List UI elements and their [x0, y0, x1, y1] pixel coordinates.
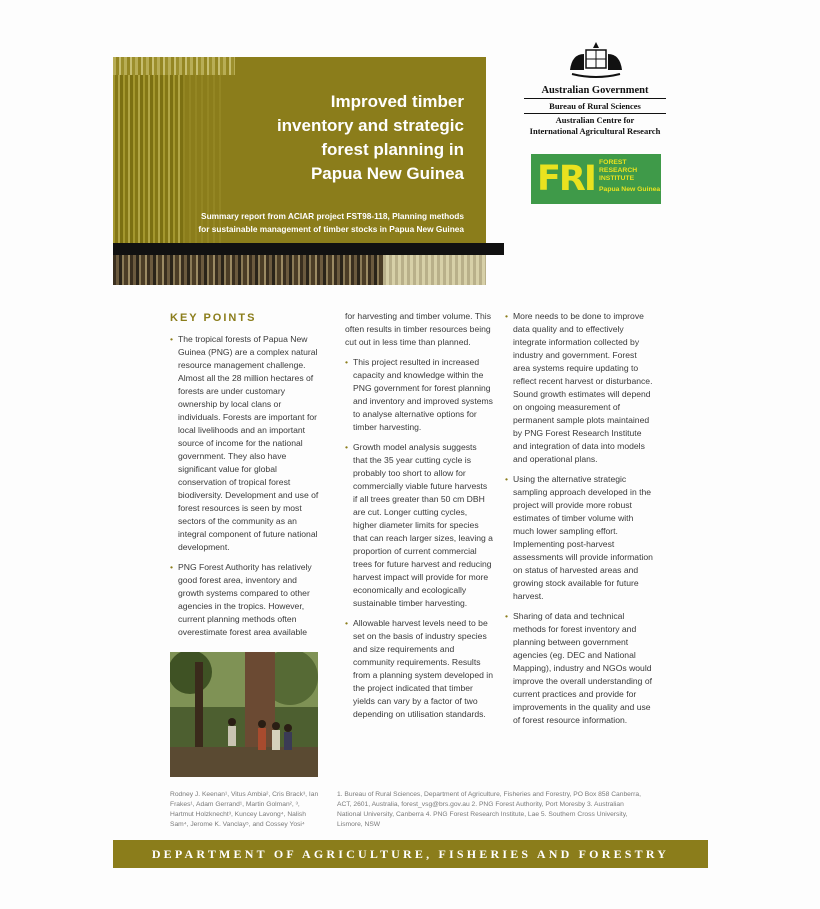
- report-title: [204, 90, 464, 186]
- key-point: • Sharing of data and technical methods for forest inventory and planning between government agencies (eg. DEC and National Mapping), industry and NGOs would improve the overall understanding of current practices and provide for improvements in the quality and use of forest resource information.: [505, 610, 655, 727]
- government-logo: [520, 84, 670, 137]
- report-subtitle: [144, 210, 464, 236]
- authors-list: Rodney J. Keenan¹, Vitus Ambia², Cris Brack³, Ian Frakes¹, Adam Gerrand¹, Martin Golman², ³, Hartmut Holzknecht³, Kuncey Lavong⁴, Nalish Sam⁴, Jerome K. Vanclay⁵, and Cossey Yosi⁴: [170, 791, 319, 828]
- column-3: [505, 310, 655, 734]
- fri-logo: [531, 154, 661, 204]
- key-point: • This project resulted in increased capacity and knowledge within the PNG government for forest planning and inventory and improved systems to analyse alternative options for timber harvesting.: [345, 356, 493, 434]
- fri-line: RESEARCH: [599, 167, 638, 174]
- fri-line: Papua New Guinea: [599, 186, 661, 193]
- gov-line-australian-government: Australian Government: [541, 85, 649, 96]
- subtitle-line: for sustainable management of timber stocks in Papua New Guinea: [198, 224, 464, 234]
- forest-photo-image: [170, 652, 318, 777]
- forest-photo: [170, 652, 318, 777]
- author-affiliations: 1. Bureau of Rural Sciences, Department of Agriculture, Fisheries and Forestry, PO Box 858 Canberra, ACT, 2601, Australia, forest_vsg@brs.gov.au 2. PNG Forest Authority, Port Moresby 3. Australian National University, Canberra 4. PNG Forest Research Institute, Lae 5. Southern Cross University, Lismore, NSW: [337, 791, 641, 828]
- gov-rule: [524, 98, 666, 99]
- gov-line-aciar-1: Australian Centre for: [555, 115, 635, 125]
- key-point: • The tropical forests of Papua New Guinea (PNG) are a complex natural resource management challenge. Almost all the 28 million hectares of forests are under customary ownership by local clans or individuals. Forests are important for local livelihoods and an important source of income for the national government. They also have significant value for global conservation of tropical forest biodiversity. Development and use of forest resources is seen by most sectors of the community as an integral component of future national development.: [170, 333, 320, 554]
- key-point: • More needs to be done to improve data quality and to effectively integrate information collected by industry and government. Forest area systems require updating to reflect recent harvest or disturbance. Sound growth estimates will depend on ongoing measurement of permanent sample plots maintained by PNG Forest Research Institute and integration of data into models and operational plans.: [505, 310, 655, 466]
- title-line: Improved timber: [330, 92, 464, 111]
- column-2: [345, 310, 493, 728]
- coat-of-arms-icon: [566, 40, 626, 82]
- subtitle-line: Summary report from ACIAR project FST98-118, Planning methods: [201, 211, 464, 221]
- gov-line-aciar-2: International Agricultural Research: [529, 126, 661, 136]
- banner-divider: [113, 243, 504, 255]
- key-point-continued: for harvesting and timber volume. This often results in timber resources being cut out in less time than planned.: [345, 311, 492, 347]
- banner-stripe-decoration: [113, 57, 235, 75]
- key-point: • Using the alternative strategic sampling approach developed in the project will provide more robust estimates of timber volume with much lower sampling effort. Implementing post-harvest assessments will provide information on status of harvested areas and growing stock available for future harvest.: [505, 473, 655, 603]
- forest-image-strip-fade: [383, 255, 486, 285]
- title-line: forest planning in: [321, 140, 464, 159]
- key-points-heading: KEY POINTS: [170, 312, 257, 324]
- department-footer: DEPARTMENT OF AGRICULTURE, FISHERIES AND FORESTRY: [113, 840, 708, 868]
- column-1: [170, 312, 320, 646]
- gov-line-brs: Bureau of Rural Sciences: [549, 101, 641, 111]
- fri-line: INSTITUTE: [599, 175, 635, 182]
- key-point: • PNG Forest Authority has relatively good forest area, inventory and growth systems compared to other agencies in the tropics. However, current planning methods often overestimate forest area available: [170, 561, 320, 639]
- title-line: Papua New Guinea: [310, 164, 464, 183]
- key-point: • Allowable harvest levels need to be set on the basis of industry species and size requirements and community requirements. Results from a planning system developed in the project indicated that timber yields can vary by a factor of two depending on utilisation standards.: [345, 617, 493, 721]
- fri-line: FOREST: [599, 159, 627, 166]
- fri-letters: FRI: [537, 159, 595, 199]
- title-line: inventory and strategic: [276, 116, 464, 135]
- fri-logo-text: [599, 159, 660, 194]
- key-point: • Growth model analysis suggests that the 35 year cutting cycle is probably too short to allow for commercially viable future harvests if all trees greater than 50 cm DBH are cut. Longer cutting cycles, higher diameter limits for species that can reach larger sizes, leaving a proportion of current commercial trees for future harvest and reducing harvest impact will provide for more economically and ecologically sustainable timber harvesting.: [345, 441, 493, 610]
- gov-rule: [524, 113, 666, 114]
